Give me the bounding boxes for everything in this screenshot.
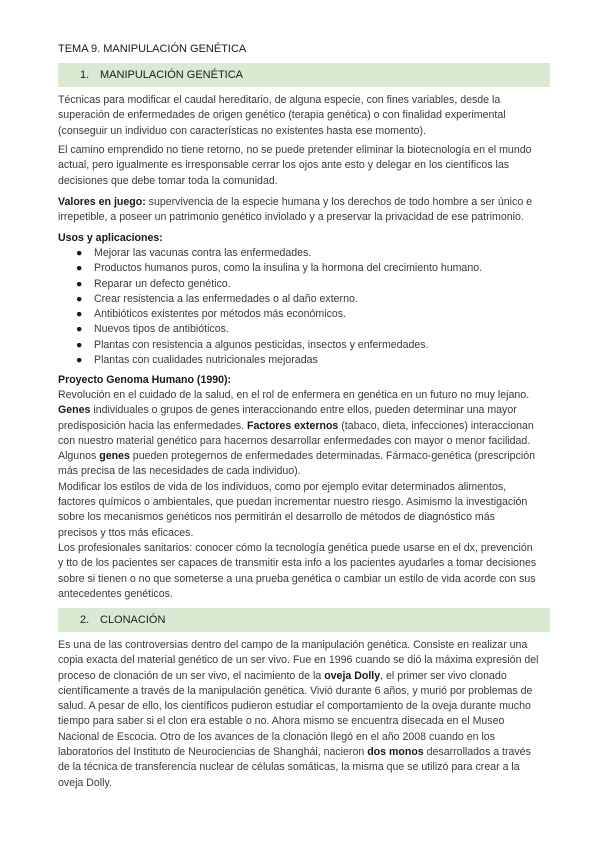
bullet-icon: ● xyxy=(76,308,83,321)
section-1-title: MANIPULACIÓN GENÉTICA xyxy=(100,69,244,81)
document-title: TEMA 9. MANIPULACIÓN GENÉTICA xyxy=(58,43,247,55)
section-1-number: 1. xyxy=(80,69,90,81)
list-item: ● Plantas con cualidades nutricionales mejoradas xyxy=(58,353,550,368)
list-item: ● Crear resistencia a las enfermedades o al daño externo. xyxy=(58,292,550,307)
intro-paragraph: Técnicas para modificar el caudal hereditario, de alguna especie, con fines variables, desde la superación de enfermedades de origen genético (terapia genética) o con finalidad experimental (conseguir un individuo con características no existentes hasta ese momento). xyxy=(58,94,506,137)
usos-list xyxy=(58,246,550,368)
list-item: ● Plantas con resistencia a algunos pesticidas, insectos y enfermedades. xyxy=(58,338,550,353)
bullet-icon: ● xyxy=(76,354,83,367)
list-item: ● Reparar un defecto genético. xyxy=(58,277,550,292)
bullet-icon: ● xyxy=(76,292,83,305)
list-item: ● Nuevos tipos de antibióticos. xyxy=(58,322,550,337)
valores-label: Valores en juego: xyxy=(58,196,146,208)
bullet-icon: ● xyxy=(76,247,83,259)
section-2-title: CLONACIÓN xyxy=(100,614,166,626)
bullet-icon: ● xyxy=(76,277,83,290)
camino-paragraph: El camino emprendido no tiene retorno, no se puede pretender eliminar la biotecnología en el mundo actual, pero igualmente es irresponsable cerrar los ojos ante esto y delegar en los científicos las decisiones que debe tomar toda la comunidad. xyxy=(58,144,532,187)
usos-heading: Usos y aplicaciones: xyxy=(58,232,163,244)
section-2-number: 2. xyxy=(80,614,90,626)
list-item: ● Mejorar las vacunas contra las enfermedades. xyxy=(58,246,550,261)
list-item: ● Antibióticos existentes por métodos más económicos. xyxy=(58,307,550,322)
section-2-heading xyxy=(58,608,550,632)
genoma-paragraph: Revolución en el cuidado de la salud, en el rol de enfermera en genética en un futuro no muy lejano. Genes individuales o grupos de genes interaccionando entre ellos, pueden determinar una mayor predisposición hacia las enfermedades. Factores externos (tabaco, dieta, infecciones) interaccionan con nuestro material genético para hacernos desarrollar enfermedades con mayor o menor facilidad. Algunos genes pueden protegernos de enfermedades determinadas. Fármaco-genética (prescripción más precisa de las necesidades de cada individuo). Modificar los estilos de vida de los individuos, como por ejemplo evitar determinados alimentos, factores químicos o ambientales, que puedan incrementar nuestro riesgo. Asimismo la investigación sobre los mecanismos genéticos nos permitirán el desarrollo de métodos de diagnóstico más precisos y ttos más eficaces. Los profesionales sanitarios: conocer cómo la tecnología genética puede usarse en el dx, prevención y tto de los pacientes ser capaces de transmitir esta info a los pacientes ayudarles a tomar decisiones sobre si tienen o no que someterse a una prueba genética o cambiar un estilo de vida acorde con sus antecedentes genéticos. xyxy=(58,389,537,600)
valores-paragraph: Valores en juego: supervivencia de la especie humana y los derechos de todo hombre a ser único e irrepetible, a poseer un patrimonio genético inviolado y a preservar la privacidad de ese patrimonio. xyxy=(58,196,533,224)
section-1-heading xyxy=(58,63,550,87)
genoma-heading: Proyecto Genoma Humano (1990): xyxy=(58,374,232,386)
clonacion-paragraph: Es una de las controversias dentro del campo de la manipulación genética. Consiste en realizar una copia exacta del material genético de un ser vivo. Fue en 1996 cuando se dió la máxima expresión del proceso de clonación de un ser vivo, el nacimiento de la oveja Dolly, el primer ser vivo clonado científicamente a través de la manipulación genética. Vivió durante 6 años, y murió por problemas de salud. A pesar de ello, los científicos pudieron estudiar el comportamiento de la oveja durante mucho tiempo para saber si el clon era estable o no. Ahora mismo se encuentra disecada en el Museo Nacional de Escocia. Otro de los avances de la clonación llegó en el año 2008 cuando en los laboratorios del Instituto de Neurociencias de Shanghái, nacieron dos monos desarrollados a través de la técnica de transferencia nuclear de células somáticas, la misma que se utilizó para crear a la oveja Dolly. xyxy=(58,639,539,789)
bullet-icon: ● xyxy=(76,323,83,336)
bullet-icon: ● xyxy=(76,262,83,275)
bullet-icon: ● xyxy=(76,338,83,351)
list-item: ● Productos humanos puros, como la insulina y la hormona del crecimiento humano. xyxy=(58,261,550,276)
